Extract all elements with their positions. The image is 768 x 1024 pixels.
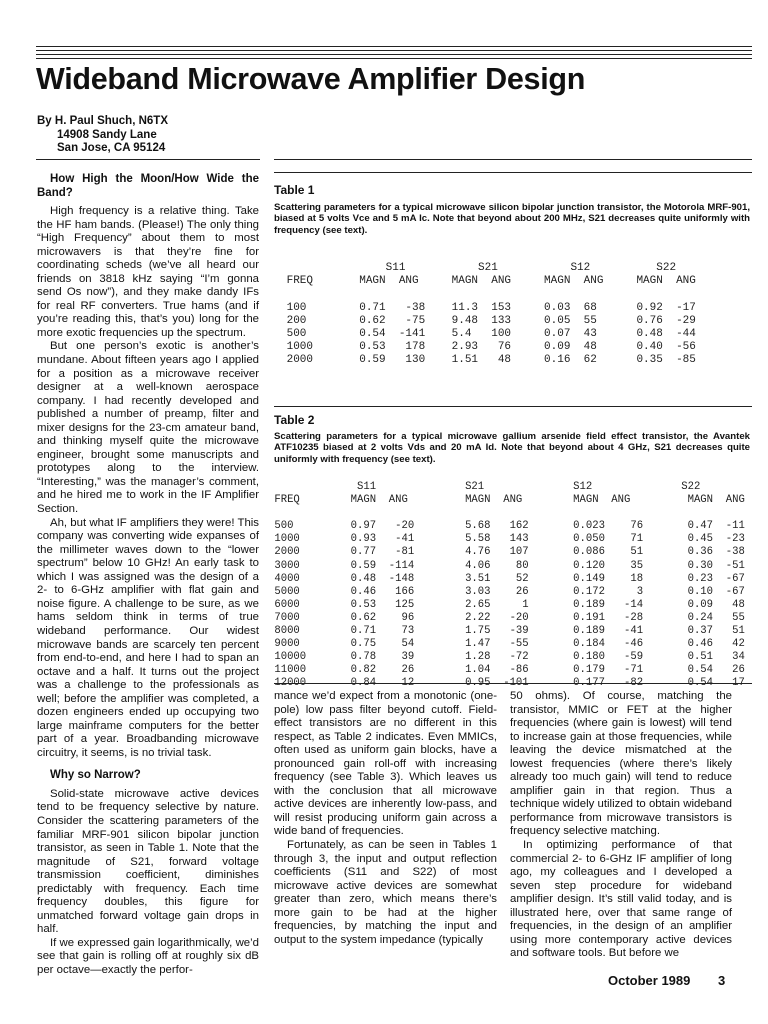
section-rule [274, 159, 752, 160]
table-2-data: S11 S21 S12 S22 FREQ MAGN ANG MAGN ANG MAGN ANG MAGN ANG 500 0.97 -20 5.68 162 0.023 76 0.47 -11 1000 0.93 -41 5.58 143 0.050 71 0.45 -23 2000 0.77 -81 4.76 107 0.086 51 0.36 -38 3000 0.59 -114 4.06 80 0.120 35 0.30 -51 4000 0.48 -148 3.51 52 0.149 18 0.23 -67 5000 0.46 166 3.03 26 0.172 3 0.10 -67 6000 0.53 125 2.65 1 0.189 -14 0.09 48 7000 0.62 96 2.22 -20 0.191 -28 0.24 55 8000 0.71 73 1.75 -39 0.189 -41 0.37 51 9000 0.75 54 1.47 -55 0.184 -46 0.46 42 10000 0.78 39 1.28 -72 0.180 -59 0.51 34 11000 0.82 26 1.04 -86 0.179 -71 0.54 26 12000 0.84 12 0.95 -101 0.177 -82 0.54 17 [274, 481, 745, 690]
header-rule [36, 46, 752, 47]
body-paragraph: Fortunately, as can be seen in Tables 1 through 3, the input and output reflection coefficients (S11 and S22) of most microwave active devices are somewhat greater than zero, which means there’s more gain to be had at the higher frequencies, by matching the input and output to the system impedance (typically [274, 839, 497, 946]
body-paragraph: High frequency is a relative thing. Take the HF ham bands. (Please!) The only thing “High Frequency” about them to most microwavers is that they’re fine for coordinating scheds (we’ve all heard our friends on 3818 kHz saying “I’m gonna send Os now”), and they make dandy IFs for real RF converters. True hams (and if you’re reading this, that’s you) long for the more exotic frequencies up the spectrum. [37, 205, 259, 339]
author-address-street: 14908 Sandy Lane [57, 128, 157, 141]
header-rule [36, 54, 752, 55]
byline [37, 115, 168, 156]
table-1-caption: Scattering parameters for a typical microwave silicon bipolar junction transistor, the Motorola MRF-901, biased at 5 volts Vce and 5 mA Ic. Note that beyond about 200 MHz, S21 decreases quite uniformly with frequency (see text). [274, 202, 750, 236]
table-2-caption: Scattering parameters for a typical microwave gallium arsenide field effect transistor, the Avantek ATF10235 biased at 2 volts Vds and 20 mA Id. Note that beyond about 4 GHz, S21 decreases quite uniformly with frequency (see text). [274, 431, 750, 465]
issue-date: October 1989 [608, 973, 691, 988]
right-column [510, 690, 732, 961]
section-heading: How High the Moon/How Wide the Band? [37, 173, 259, 199]
header-rule [36, 50, 752, 51]
header-rule [36, 58, 752, 59]
body-paragraph: mance we’d expect from a monotonic (one-pole) low pass filter beyond cutoff. Field-effect transistors are no different in this respect, as Table 2 indicates. Even MMICs, often used as uniform gain blocks, have a pronounced gain roll-off with increasing frequency (see Table 3). Which leaves us with the conclusion that all microwave active devices are inherently low-pass, and will resist producing uniform gain across a wide band of frequencies. [274, 690, 497, 838]
body-paragraph: But one person’s exotic is another’s mundane. About fifteen years ago I applied for a position as a microwave receiver designer at a well-known aerospace company. I had recently developed and published a number of preamp, filter and mixer designs for the 23-cm amateur band, and thinking myself quite the microwave engineer, brought some manuscripts and prototypes along to the interview. “Interesting,” was the manager’s comment, and he hired me to work in the IF Amplifier Section. [37, 340, 259, 516]
article-title: Wideband Microwave Amplifier Design [36, 62, 586, 96]
table-1-data: S11 S21 S12 S22 FREQ MAGN ANG MAGN ANG MAGN ANG MAGN ANG 100 0.71 -38 11.3 153 0.03 68 0.92 -17 200 0.62 -75 9.48 133 0.05 55 0.76 -29 500 0.54 -141 5.4 100 0.07 43 0.48 -44 1000 0.53 178 2.93 76 0.09 48 0.40 -56 2000 0.59 130 1.51 48 0.16 62 0.35 -85 [286, 262, 696, 367]
body-paragraph: In optimizing performance of that commercial 2- to 6-GHz IF amplifier of long ago, my colleagues and I developed a seven step procedure for wideband amplifier design. It’s still valid today, and is illustrated here, over that same range of frequencies, in the design of an amplifier using more contemporary active devices and software tools. But before we [510, 839, 732, 960]
page-number: 3 [718, 973, 726, 988]
author-name: By H. Paul Shuch, N6TX [37, 115, 168, 127]
table-rule [274, 172, 752, 173]
body-paragraph: If we expressed gain logarithmically, we’d see that gain is rolling off at roughly six dB per octave—exactly the perfor- [37, 936, 259, 977]
section-rule [36, 159, 260, 160]
left-column [37, 173, 259, 978]
body-paragraph: Solid-state microwave active devices tend to be frequency selective by nature. Consider the scattering parameters of the familiar MRF-901 silicon bipolar junction transistor, as seen in Table 1. Note that the magnitude of S21, forward voltage transmission coefficient, diminishes predictably with frequency. Each time frequency doubles, this figure for unmatched forward voltage gain drops in half. [37, 787, 259, 936]
author-address-city: San Jose, CA 95124 [57, 142, 166, 154]
table-rule [274, 406, 752, 407]
middle-column [274, 690, 497, 947]
section-heading: Why so Narrow? [50, 769, 141, 782]
body-paragraph: 50 ohms). Of course, matching the transistor, MMIC or FET at the higher frequencies (where gain is lowest) will tend to increase gain at those frequencies, while leaving the device mismatched at the lowest frequencies (where there’s likely already too much gain) will tend to reduce amplifier gain in that region. Thus a technique widely utilized to obtain wideband performance from microwave transistors is frequency selective matching. [510, 690, 732, 838]
table-2-label: Table 2 [274, 413, 315, 427]
body-paragraph: Ah, but what IF amplifiers they were! This company was converting wide expanses of the millimeter waves down to the “lower spectrum” below 10 GHz! An early task to which I was assigned was the design of a 2- to 6-GHz amplifier with flat gain and noise figure. A challenge to be sure, as we hams seldom think in terms of true wideband performance. Our widest microwave bands are scarcely ten percent from end-to-end, and here I had to span an octave and a half. It turns out the project was a challenge to the professionals as well; before the amplifier was completed, a dozen engineers ended up occupying two large mainframe computers for the better part of a year. Broadbanding microwave circuitry, it seems, is no trivial task. [37, 516, 259, 759]
table-1-label: Table 1 [274, 183, 315, 197]
